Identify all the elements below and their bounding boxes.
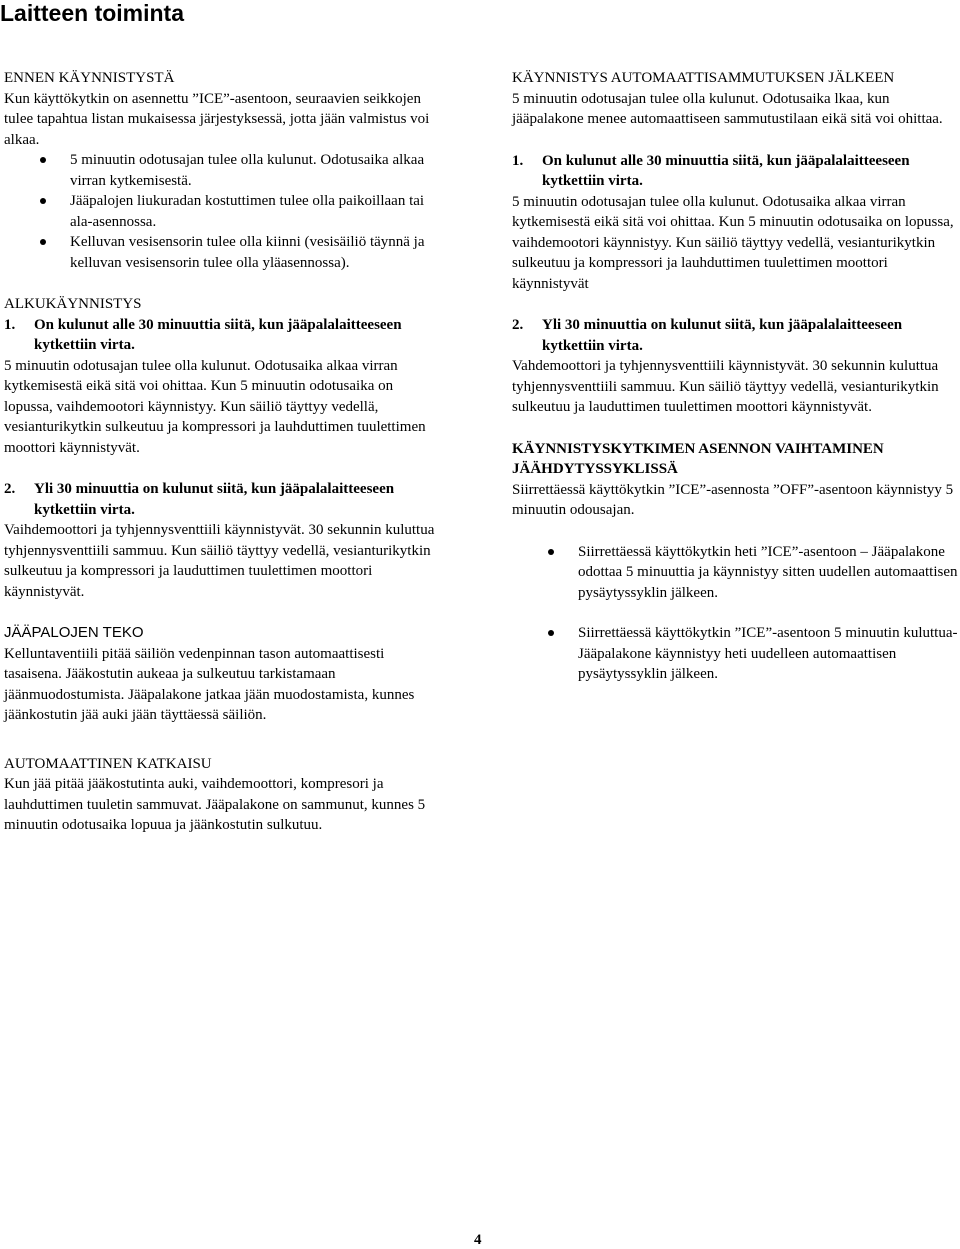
list-item: Jääpalojen liukuradan kostuttimen tulee olla paikoillaan tai ala-asennossa. bbox=[4, 191, 444, 232]
paragraph: Vaihdemoottori ja tyhjennysventtiili käynnistyvät. 30 sekunnin kuluttua tyhjennysventtiili sammuu. Kun säiliö täyttyy vedellä, vesianturikytkin sulkeutuu ja kompressori ja lauduttimen tuulettimen moottori käynnistyvät. bbox=[4, 522, 435, 600]
section-heading: ENNEN KÄYNNISTYSTÄ bbox=[4, 70, 175, 86]
section-heading: KÄYNNISTYS AUTOMAATTISAMMUTUKSEN JÄLKEEN bbox=[512, 70, 895, 86]
item-number: 2. bbox=[4, 481, 16, 497]
section-alkukaynnistys bbox=[4, 294, 444, 602]
numbered-heading bbox=[4, 315, 444, 356]
item-heading: On kulunut alle 30 minuuttia siitä, kun jääpalalaitteeseen kytkettiin virta. bbox=[542, 152, 910, 189]
paragraph: 5 minuutin odotusajan tulee olla kulunut. Odotusaika alkaa virran kytkemisestä eikä sitä voi ohittaa. Kun 5 minuutin odotusaika on lopussa, vaihdemootori käynnistyy. Kun säiliö täyttyy vedellä, vesianturikytkin sulkeutuu ja kompressori ja lauhduttimen tuulettimen moottori käynnistyvät. bbox=[4, 357, 426, 456]
section-heading: AUTOMAATTINEN KATKAISU bbox=[4, 755, 212, 772]
section-heading: ALKUKÄYNNISTYS bbox=[4, 296, 142, 312]
bullet-list bbox=[4, 150, 444, 273]
section-automaattinen-katkaisu bbox=[4, 754, 444, 836]
paragraph: Vahdemoottori ja tyhjennysventtiili käynnistyvät. 30 sekunnin kuluttua tyhjennysventtiili sammuu. Kun säiliö täyttyy vedellä, vesianturikytkin sulkeutuu ja lauduttimen tuulettimen moottori käynnistyvät. bbox=[512, 358, 939, 415]
bullet-list bbox=[512, 542, 958, 685]
section-heading: JÄÄPALOJEN TEKO bbox=[4, 624, 144, 641]
section-heading: KÄYNNISTYSKYTKIMEN ASENNON VAIHTAMINEN JÄÄHDYTYSSYKLISSÄ bbox=[512, 440, 884, 477]
item-heading: Yli 30 minuuttia on kulunut siitä, kun jääpalalaitteeseen kytkettiin virta. bbox=[542, 317, 903, 354]
paragraph: Kun käyttökytkin on asennettu ”ICE”-asentoon, seuraavien seikkojen tulee tapahtua listan mukaisessa järjestyksessä, jotta jään valmistus voi alkaa. bbox=[4, 90, 430, 148]
numbered-heading bbox=[512, 315, 958, 356]
paragraph: 5 minuutin odotusajan tulee olla kulunut. Odotusaika lkaa, kun jääpalakone menee automaattiseen sammutustilaan eikä sitä voi ohittaa. bbox=[512, 90, 943, 127]
right-column bbox=[512, 68, 958, 706]
paragraph: Siirrettäessä käyttökytkin ”ICE”-asennosta ”OFF”-asentoon käynnistyy 5 minuutin odousajan. bbox=[512, 481, 954, 518]
list-item: 5 minuutin odotusajan tulee olla kulunut. Odotusaika alkaa virran kytkemisestä. bbox=[4, 150, 444, 191]
section-kaynnistys-automaattisammutuksen-jalkeen bbox=[512, 68, 958, 418]
section-kaynnistyskytkimen-asennon-vaihtaminen bbox=[512, 439, 958, 685]
left-column bbox=[4, 68, 444, 857]
item-heading: Yli 30 minuuttia on kulunut siitä, kun jääpalalaitteeseen kytkettiin virta. bbox=[34, 481, 395, 518]
page-title: Laitteen toiminta bbox=[0, 0, 185, 26]
item-heading: On kulunut alle 30 minuuttia siitä, kun jääpalalaitteeseen kytkettiin virta. bbox=[34, 316, 402, 353]
list-item: Siirrettäessä käyttökytkin ”ICE”-asentoon 5 minuutin kuluttua- Jääpalakone käynnistyy heti uudelleen automaattisen pysäytyssyklin jälkeen. bbox=[512, 623, 958, 685]
paragraph: Kelluntaventiili pitää säiliön vedenpinnan tason automaattisesti tasaisena. Jääkostutin aukeaa ja sulkeutuu tarkistamaan jäänmuodostumista. Jääpalakone jatkaa jään muodostamista, kunnes jäänkostutin jää auki jään täyttäessä säiliön. bbox=[4, 645, 415, 723]
section-jaapalojen-teko bbox=[4, 623, 444, 726]
paragraph: 5 minuutin odotusajan tulee olla kulunut. Odotusaika alkaa virran kytkemisestä eikä sitä voi ohittaa. Kun 5 minuutin odotusaika on lopussa, vaihdemootori käynnistyy. Kun säiliö täyttyy vedellä, vesianturikytkin sulkeutuu ja kompressori ja lauhduttimen tuulettimen moottori käynnistyvät bbox=[512, 193, 954, 292]
numbered-heading bbox=[4, 479, 444, 520]
numbered-heading bbox=[512, 151, 958, 192]
paragraph: Kun jää pitää jääkostutinta auki, vaihdemoottori, kompresori ja lauhduttimen tuuletin sammuvat. Jääpalakone on sammunut, kunnes 5 minuutin odotusaika lopuua ja jäänkostutin sulkutuu. bbox=[4, 776, 426, 833]
page-number: 4 bbox=[474, 1232, 482, 1248]
item-number: 2. bbox=[512, 317, 524, 333]
item-number: 1. bbox=[4, 316, 16, 333]
section-ennen-kaynnistysta bbox=[4, 68, 444, 273]
list-item: Siirrettäessä käyttökytkin heti ”ICE”-asentoon – Jääpalakone odottaa 5 minuuttia ja käynnistyy sitten uudellen automaattisen pysäytyssyklin jälkeen. bbox=[512, 542, 958, 604]
item-number: 1. bbox=[512, 152, 524, 169]
list-item: Kelluvan vesisensorin tulee olla kiinni (vesisäiliö täynnä ja kelluvan vesisensorin tulee olla yläasennossa). bbox=[4, 232, 444, 273]
